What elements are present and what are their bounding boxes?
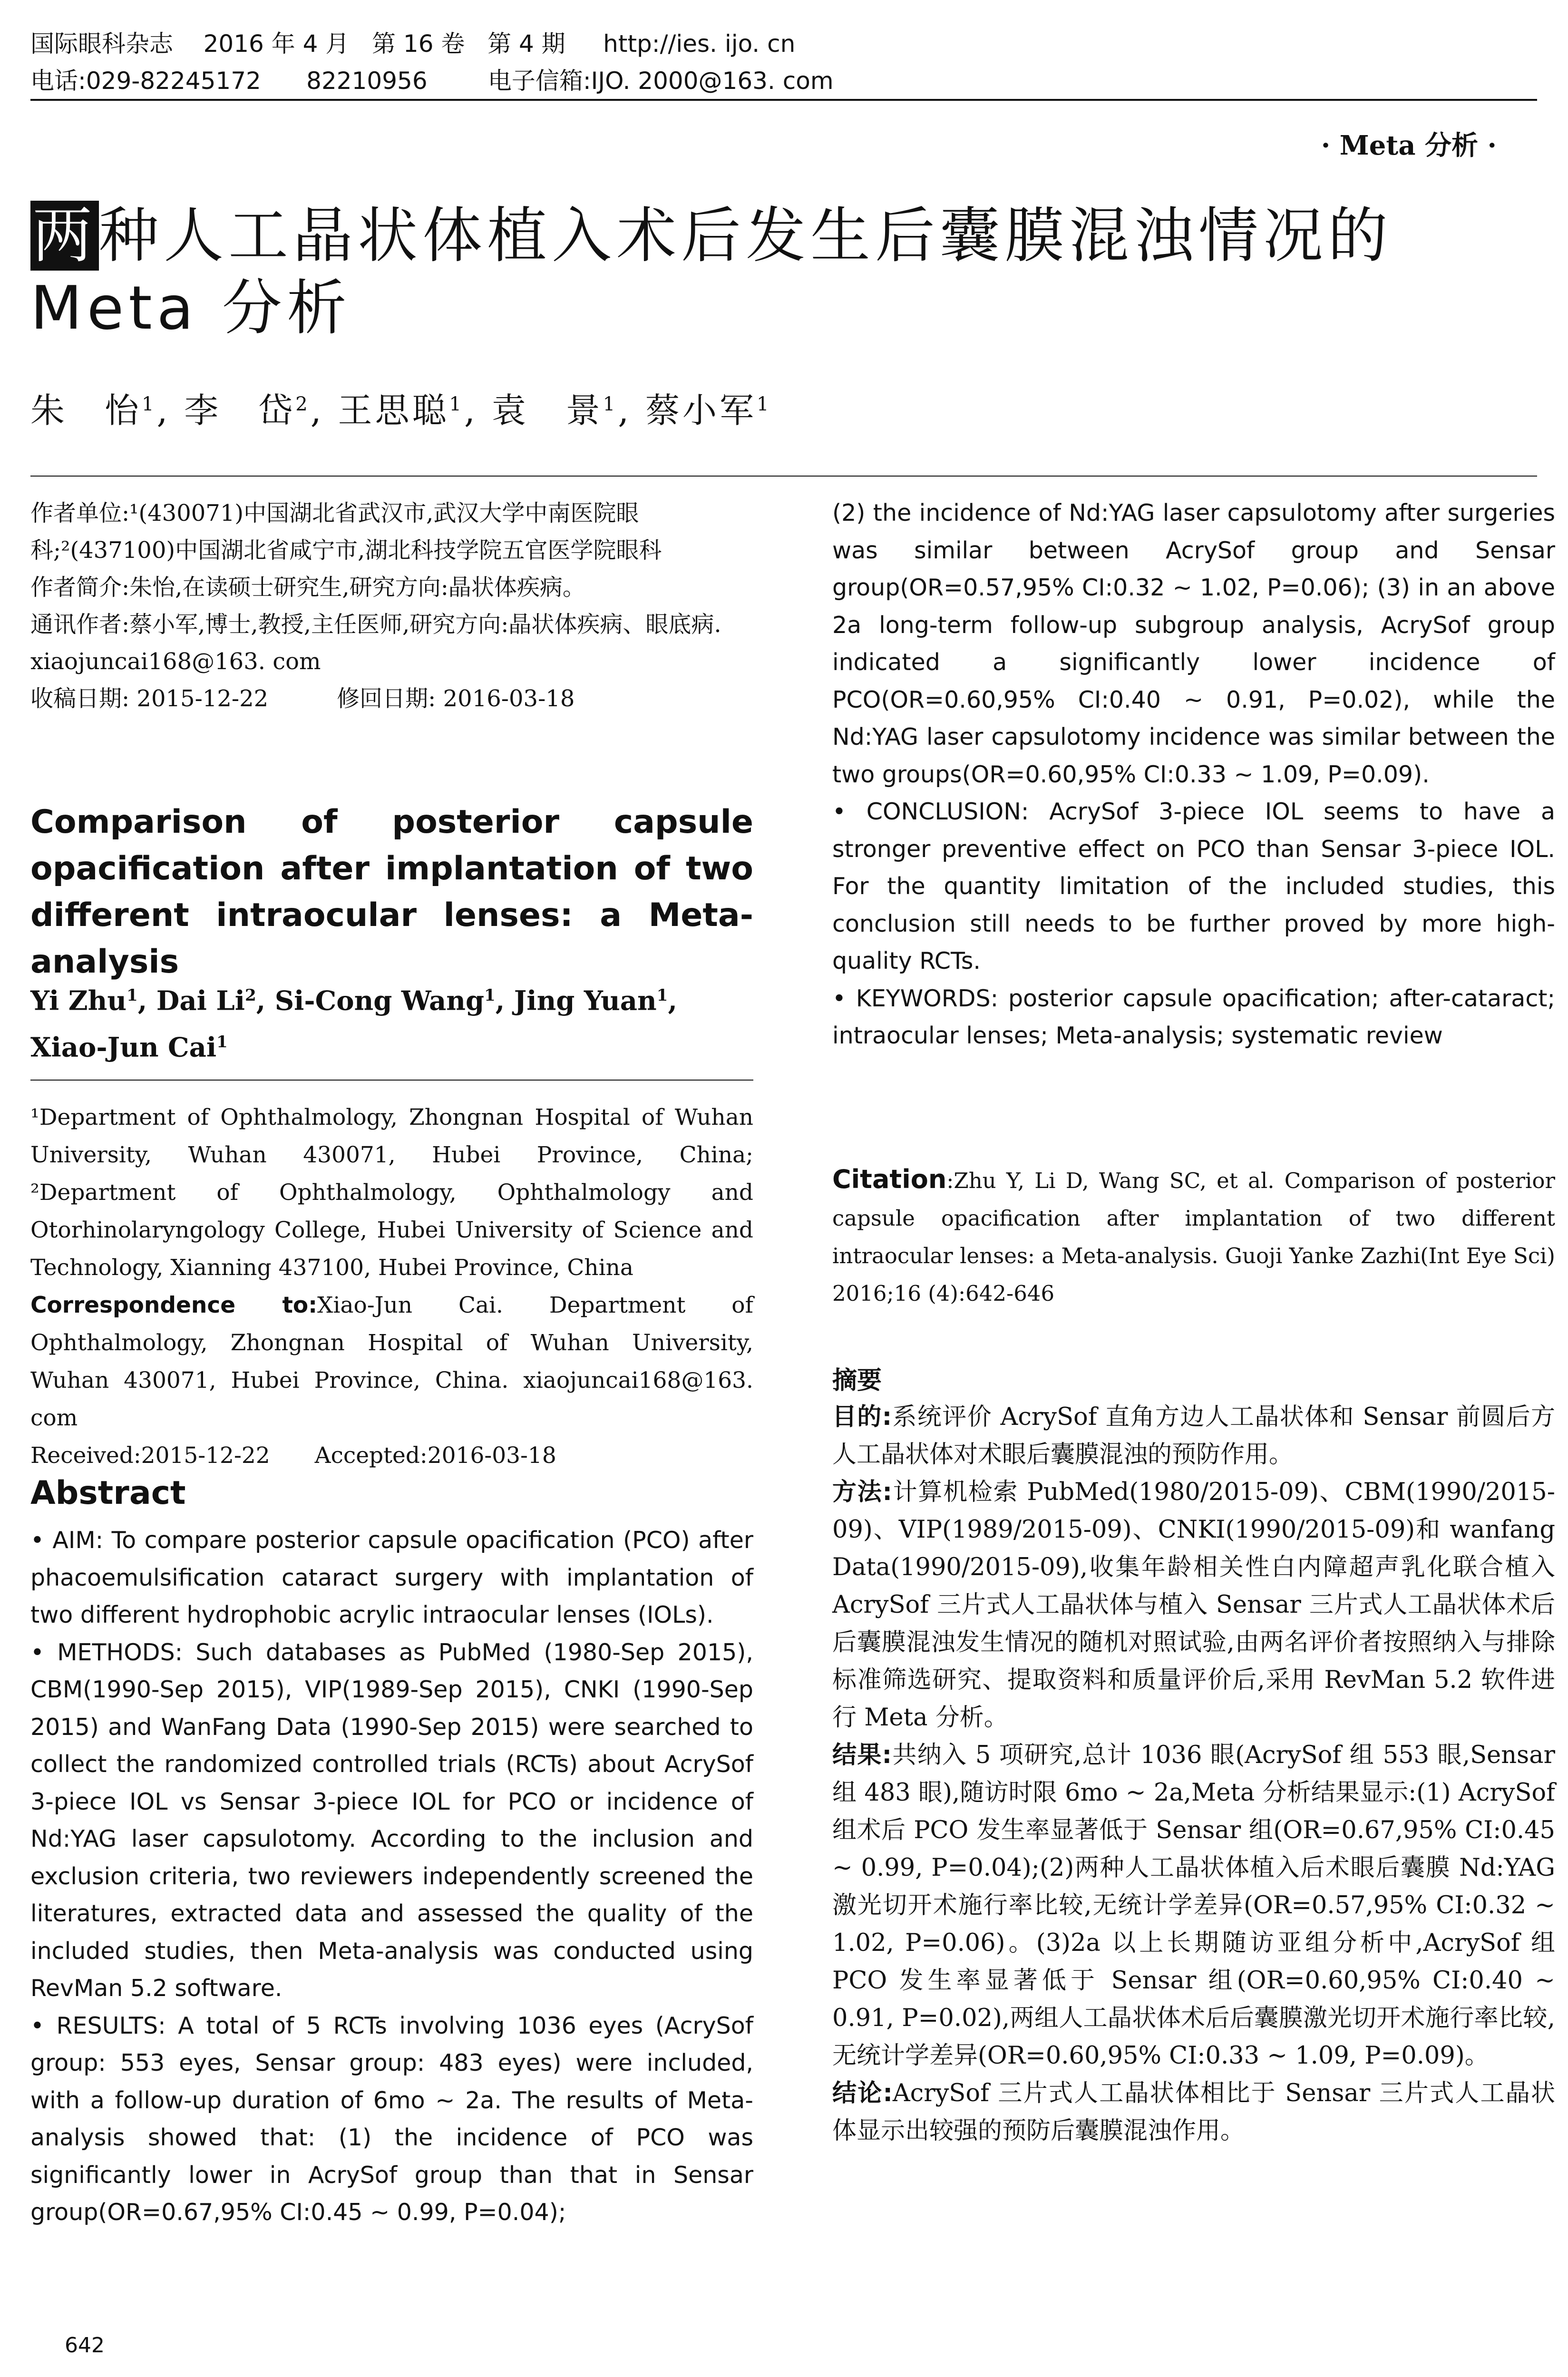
cn-methods-text: 计算机检索 PubMed(1980/2015-09)、CBM(1990/2015-09)、VIP(1989/2015-09)、CNKI(1990/2015-09)和 wanfang Data(1990/2015-09),收集年龄相关性白内障超声乳化联合植入 AcrySof 三片式人工晶状体与植入 Sensar 三片式人工晶状体术后后囊膜混浊发生情况的随机对照试验,由两名评价者按照纳入与排除标准筛选研究、提取资料和质量评价后,采用 RevMan 5.2 软件进行 Meta 分析。 [832,1478,1555,1732]
abstract-cn [832,1398,1555,2150]
affiliation-rule [30,1080,753,1081]
citation [832,1160,1555,1312]
title-rule [30,476,1537,477]
abstract-methods: • METHODS: Such databases as PubMed (1980-Sep 2015), CBM(1990-Sep 2015), VIP(1989-Sep 2015), CNKI (1990-Sep 2015) and WanFang Data (1990-Sep 2015) were searched to collect the randomized controlled trials (RCTs) about AcrySof 3-piece IOL vs Sensar 3-piece IOL for PCO or incidence of Nd:YAG laser capsulotomy. According to the inclusion and exclusion criteria, two reviewers independently screened the literatures, extracted data and assessed the quality of the included studies, then Meta-analysis was conducted using RevMan 5.2 software. [30,1638,753,2002]
author-cn: 蔡小军 [645,390,757,430]
article-title-en: Comparison of posterior capsule opacification after implantation of two different intraocular lenses: a Meta-analysis [30,803,753,981]
abstract-heading: Abstract [30,1474,186,1512]
header-rule [30,99,1537,101]
affiliations-text: ¹Department of Ophthalmology, Zhongnan Hospital of Wuhan University, Wuhan 430071, Hubei Province, China; ²Department of Ophthalmology, Ophthalmology and Otorhinolaryngology College, Hubei University of Science and Technology, Xianning 437100, Hubei Province, China [30,1104,753,1281]
abstract-keywords: • KEYWORDS: posterior capsule opacification; after-cataract; intraocular lenses; Meta-analysis; systematic review [832,984,1555,1049]
cn-aim-label: 目的: [832,1403,892,1431]
title-first-char: 两 [30,201,99,271]
corresponding-author-cn: 通讯作者:蔡小军,博士,教授,主任医师,研究方向:晶状体疾病、眼底病. xiaojuncai168@163. com [30,611,721,675]
cn-methods-label: 方法: [832,1478,892,1506]
cn-aim-text: 系统评价 AcrySof 直角方边人工晶状体和 Sensar 前圆后方人工晶状体对术眼后囊膜混浊的预防作用。 [832,1403,1555,1469]
author-cn: 袁 景 [491,390,603,430]
cn-conclusion-label: 结论: [832,2079,893,2107]
section-tag: · Meta 分析 · [1321,130,1497,161]
abstract-results-cont: (2) the incidence of Nd:YAG laser capsulotomy after surgeries was similar between AcrySof group and Sensar group(OR=0.57,95% CI:0.32 ~ 1.02, P=0.06); (3) in an above 2a long-term follow-up subgroup analysis, AcrySof group indicated a significantly lower incidence of PCO(OR=0.60,95% CI:0.40 ~ 0.91, P=0.02), while the Nd:YAG laser capsulotomy incidence was similar between the two groups(OR=0.60,95% CI:0.33 ~ 1.09, P=0.09). [832,499,1555,788]
cn-abstract-heading: 摘要 [832,1366,882,1395]
cn-conclusion-text: AcrySof 三片式人工晶状体相比于 Sensar 三片式人工晶状体显示出较强的预防后囊膜混浊作用。 [832,2079,1555,2145]
cn-results-label: 结果: [832,1741,892,1769]
journal-header-line-1: 国际眼科杂志 2016 年 4 月 第 16 卷 第 4 期 http://ies. ijo. cn [30,30,796,58]
affiliation-cn: 作者单位:¹(430071)中国湖北省武汉市,武汉大学中南医院眼科;²(437100)中国湖北省咸宁市,湖北科技学院五官医学院眼科 [30,500,662,564]
author-cn: 朱 怡 [30,390,142,430]
abstract-conclusion: • CONCLUSION: AcrySof 3-piece IOL seems to have a stronger preventive effect on PCO than Sensar 3-piece IOL. For the quantity limitation of the included studies, this conclusion still needs to be further proved by more high-quality RCTs. [832,798,1555,974]
affiliations-en [30,1099,753,1474]
received-date-cn: 收稿日期: 2015-12-22 修回日期: 2016-03-18 [30,685,575,712]
author-info-cn [30,495,753,717]
author-cn: 王思聪 [338,390,449,430]
journal-header-line-2: 电话:029-82245172 82210956 电子信箱:IJO. 2000@163. com [30,67,834,95]
authors-cn: 朱 怡$^1$, 李 岱$^2$, 王思聪$^1$, 袁 景$^1$, 蔡小军$^1$ [30,390,772,430]
correspondence-label: Correspondence to: [30,1292,317,1318]
abstract-aim: • AIM: To compare posterior capsule opacification (PCO) after phacoemulsification cataract surgery with implantation of two different hydrophobic acrylic intraocular lenses (IOLs). [30,1527,753,1628]
page-number: 642 [65,2333,105,2358]
abstract-results: • RESULTS: A total of 5 RCTs involving 1036 eyes (AcrySof group: 553 eyes, Sensar group: 483 eyes) were included, with a follow-up duration of 6mo ~ 2a. The results of Meta-analysis showed that: (1) the incidence of PCO was significantly lower in AcrySof group than that in Sensar group(OR=0.67,95% CI:0.45 ~ 0.99, P=0.04); [30,2012,753,2226]
authors-en: Yi Zhu$^1$, Dai Li$^2$, Si-Cong Wang$^1$, Jing Yuan$^1$, Xiao-Jun Cai$^1$ [30,985,677,1063]
citation-label: Citation [832,1164,947,1194]
title-rest: 种人工晶状体植入术后发生后囊膜混浊情况的 Meta 分析 [30,201,1393,343]
author-cn: 李 岱 [184,390,296,430]
author-bio-cn: 作者简介:朱怡,在读硕士研究生,研究方向:晶状体疾病。 [30,574,585,601]
citation-text: :Zhu Y, Li D, Wang SC, et al. Comparison of posterior capsule opacification after implantation of two different intraocular lenses: a Meta-analysis. Guoji Yanke Zazhi(Int Eye Sci) 2016;16 (4):642-646 [832,1168,1555,1306]
received-accepted: Received:2015-12-22 Accepted:2016-03-18 [30,1442,556,1469]
correspondence-text: Xiao-Jun Cai. Department of Ophthalmology, Zhongnan Hospital of Wuhan University, Wuhan 430071, Hubei Province, China. xiaojuncai168@163. com [30,1292,753,1431]
abstract-en [30,1522,753,2231]
cn-results-text: 共纳入 5 项研究,总计 1036 眼(AcrySof 组 553 眼,Sensar 组 483 眼),随访时限 6mo ~ 2a,Meta 分析结果显示:(1) AcrySof 组术后 PCO 发生率显著低于 Sensar 组(OR=0.67,95% CI:0.45 ~ 0.99, P=0.04);(2)两种人工晶状体植入后术眼后囊膜 Nd:YAG 激光切开术施行率比较,无统计学差异(OR=0.57,95% CI:0.32 ~ 1.02, P=0.06)。(3)2a 以上长期随访亚组分析中,AcrySof 组 PCO 发生率显著低于 Sensar 组(OR=0.60,95% CI:0.40 ~ 0.91, P=0.02),两组人工晶状体术后后囊膜激光切开术施行率比较,无统计学差异(OR=0.60,95% CI:0.33 ~ 1.09, P=0.09)。 [832,1741,1555,2070]
article-title-cn [30,200,1538,344]
abstract-en-continued [832,495,1555,1055]
